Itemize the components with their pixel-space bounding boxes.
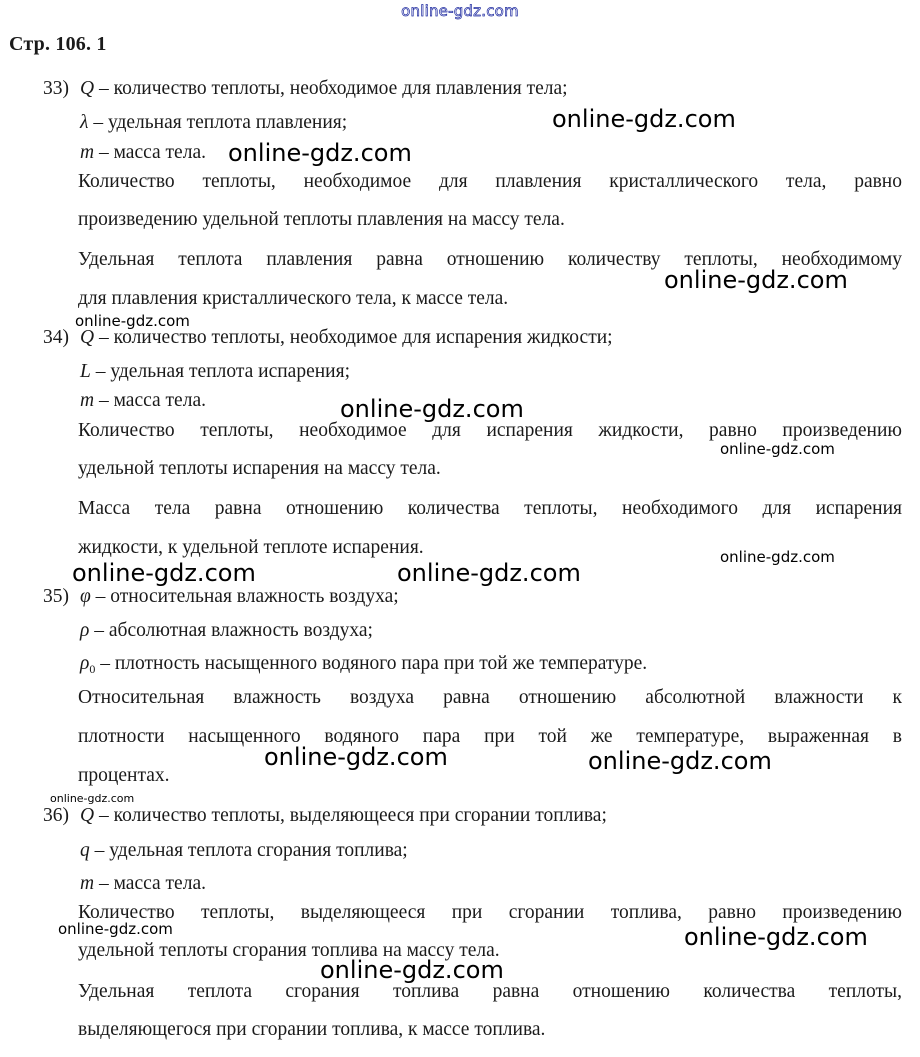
- symbol-subscript: 0: [89, 662, 96, 676]
- paragraph-line: Количество теплоты, выделяющееся при сгорании топлива, равно произведению: [78, 902, 902, 923]
- item-33-def-3: [80, 141, 206, 165]
- watermark: online-gdz.com: [75, 312, 190, 330]
- definition-text: – количество теплоты, необходимое для плавления тела;: [94, 78, 568, 99]
- definition-text: – количество теплоты, выделяющееся при сгорании топлива;: [94, 805, 607, 826]
- definition-text: – количество теплоты, необходимое для испарения жидкости;: [94, 327, 613, 348]
- symbol: L: [80, 361, 91, 382]
- watermark: online-gdz.com: [552, 105, 736, 133]
- paragraph-line: выделяющегося при сгорании топлива, к массе топлива.: [78, 1019, 546, 1040]
- symbol: φ: [80, 586, 91, 607]
- item-34-def-3: [80, 389, 206, 413]
- watermark: online-gdz.com: [50, 792, 135, 805]
- symbol: ρ: [80, 620, 90, 641]
- item-36-def-2: [80, 839, 408, 863]
- watermark: online-gdz.com: [320, 956, 504, 984]
- paragraph-line: для плавления кристаллического тела, к массе тела.: [78, 288, 509, 309]
- item-34-def-2: [80, 360, 350, 384]
- symbol: m: [80, 873, 95, 894]
- definition-text: – масса тела.: [94, 390, 206, 411]
- page-header: Стр. 106. 1: [9, 33, 107, 55]
- definition-text: – масса тела.: [94, 142, 206, 163]
- watermark: online-gdz.com: [264, 743, 448, 771]
- paragraph-line: Количество теплоты, необходимое для плавления кристаллического тела, равно: [78, 171, 902, 192]
- paragraph-line: плотности насыщенного водяного пара при той же температуре, выраженная в: [78, 726, 902, 747]
- watermark: online-gdz.com: [228, 139, 412, 167]
- watermark: online-gdz.com: [720, 440, 835, 458]
- item-number: 34): [43, 327, 69, 348]
- paragraph-line: процентах.: [78, 765, 170, 786]
- paragraph-line: удельной теплоты испарения на массу тела.: [78, 458, 441, 479]
- paragraph-line: Относительная влажность воздуха равна отношению абсолютной влажности к: [78, 687, 902, 708]
- item-number: 33): [43, 78, 69, 99]
- definition-text: – абсолютная влажность воздуха;: [89, 620, 373, 641]
- paragraph-line: жидкости, к удельной теплоте испарения.: [78, 537, 424, 558]
- item-number: 35): [43, 586, 69, 607]
- definition-text: – удельная теплота испарения;: [90, 361, 350, 382]
- item-36-def-3: [80, 872, 206, 896]
- item-33-def-2: [80, 111, 347, 135]
- item-35-def-3: [80, 652, 647, 681]
- symbol: Q: [80, 805, 95, 826]
- paragraph-line: произведению удельной теплоты плавления на массу тела.: [78, 209, 565, 230]
- paragraph-line: Масса тела равна отношению количества теплоты, необходимого для испарения: [78, 498, 902, 519]
- symbol: m: [80, 142, 95, 163]
- symbol: λ: [80, 112, 89, 133]
- watermark: online-gdz.com: [58, 920, 173, 938]
- paragraph-line: Количество теплоты, необходимое для испарения жидкости, равно произведению: [78, 420, 902, 441]
- definition-text: – плотность насыщенного водяного пара при той же температуре.: [95, 653, 648, 674]
- watermark: online-gdz.com: [664, 266, 848, 294]
- symbol: q: [80, 840, 90, 861]
- symbol: ρ: [80, 653, 90, 674]
- watermark: online-gdz.com: [588, 747, 772, 775]
- top-watermark: online-gdz.com: [401, 2, 519, 20]
- paragraph-line: Удельная теплота плавления равна отношению количеству теплоты, необходимому: [78, 249, 902, 270]
- definition-text: – удельная теплота плавления;: [88, 112, 348, 133]
- item-35-def-2: [80, 619, 373, 643]
- definition-text: – удельная теплота сгорания топлива;: [89, 840, 408, 861]
- symbol: m: [80, 390, 95, 411]
- watermark: online-gdz.com: [397, 559, 581, 587]
- watermark: online-gdz.com: [684, 923, 868, 951]
- paragraph-line: удельной теплоты сгорания топлива на массу тела.: [78, 940, 500, 961]
- definition-text: – относительная влажность воздуха;: [90, 586, 399, 607]
- watermark: online-gdz.com: [720, 548, 835, 566]
- symbol: Q: [80, 78, 95, 99]
- definition-text: – масса тела.: [94, 873, 206, 894]
- symbol: Q: [80, 327, 95, 348]
- watermark: online-gdz.com: [340, 395, 524, 423]
- paragraph-line: Удельная теплота сгорания топлива равна отношению количества теплоты,: [78, 981, 902, 1002]
- item-number: 36): [43, 805, 69, 826]
- watermark: online-gdz.com: [72, 559, 256, 587]
